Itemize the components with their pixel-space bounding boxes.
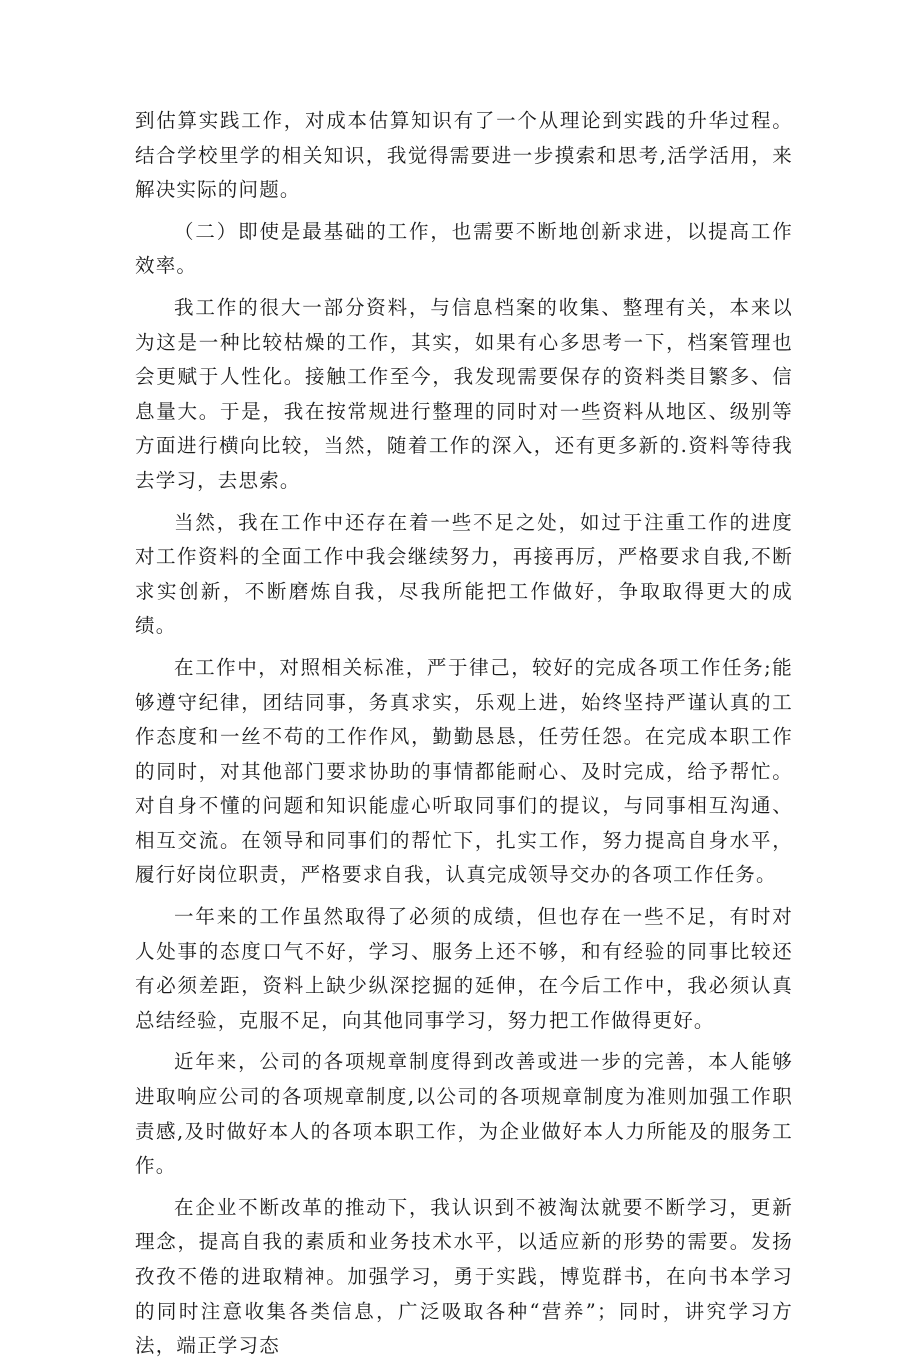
document-body [135,104,793,1371]
paragraph-1: 到估算实践工作，对成本估算知识有了一个从理论到实践的升华过程。结合学校里学的相关知识，我觉得需要进一步摸索和思考,活学活用，来解决实际的问题。 [135,109,793,202]
paragraph-8: 在企业不断改革的推动下，我认识到不被淘汰就要不断学习，更新理念，提高自我的素质和业务技术水平，以适应新的形势的需要。发扬孜孜不倦的进取精神。加强学习，勇于实践，博览群书，在向书本学习的同时注意收集各类信息，广泛吸取各种“营养”；同时，讲究学习方法，端正学习态 [135,1195,793,1358]
paragraph-7: 近年来，公司的各项规章制度得到改善或进一步的完善，本人能够进取响应公司的各项规章制度,以公司的各项规章制度为准则加强工作职责感,及时做好本人的各项本职工作，为企业做好本人力所能及的服务工作。 [135,1050,793,1178]
paragraph-2: （二）即使是最基础的工作，也需要不断地创新求进，以提高工作效率。 [135,219,793,278]
paragraph-4: 当然，我在工作中还存在着一些不足之处，如过于注重工作的进度对工作资料的全面工作中我会继续努力，再接再厉，严格要求自我,不断求实创新，不断磨炼自我，尽我所能把工作做好，争取取得更大的成绩。 [135,510,793,638]
paragraph-6: 一年来的工作虽然取得了必须的成绩，但也存在一些不足，有时对人处事的态度口气不好，学习、服务上还不够，和有经验的同事比较还有必须差距，资料上缺少纵深挖掘的延伸，在今后工作中，我必须认真总结经验，克服不足，向其他同事学习，努力把工作做得更好。 [135,905,793,1032]
paragraph-3: 我工作的很大一部分资料，与信息档案的收集、整理有关，本来以为这是一种比较枯燥的工作，其实，如果有心多思考一下，档案管理也会更赋于人性化。接触工作至今，我发现需要保存的资料类目繁多、信息量大。于是，我在按常规进行整理的同时对一些资料从地区、级别等方面进行横向比较，当然，随着工作的深入，还有更多新的.资料等待我去学习，去思索。 [135,295,793,492]
paragraph-5: 在工作中，对照相关标准，严于律己，较好的完成各项工作任务;能够遵守纪律，团结同事，务真求实，乐观上进，始终坚持严谨认真的工作态度和一丝不苟的工作作风，勤勤恳恳，任劳任怨。在完成本职工作的同时，对其他部门要求协助的事情都能耐心、及时完成，给予帮忙。对自身不懂的问题和知识能虚心听取同事们的提议，与同事相互沟通、相互交流。在领导和同事们的帮忙下，扎实工作，努力提高自身水平，履行好岗位职责，严格要求自我，认真完成领导交办的各项工作任务。 [135,655,793,887]
